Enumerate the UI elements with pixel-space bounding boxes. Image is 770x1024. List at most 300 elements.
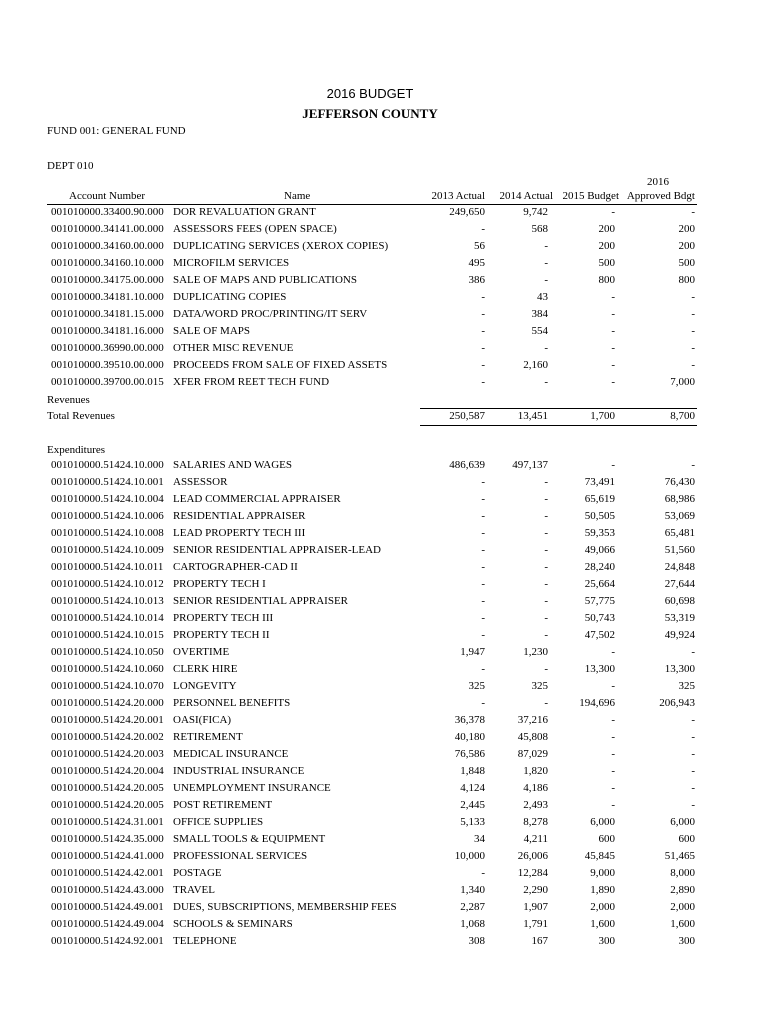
account-number-cell: 001010000.34181.16.000 [51,325,164,337]
budget-2015-cell: - [611,459,615,471]
approved-2016-cell: 200 [678,240,695,252]
budget-2015-cell: 57,775 [584,595,615,607]
approved-2016-cell: - [691,799,695,811]
budget-2015-cell: - [611,308,615,320]
actual-2014-cell: - [544,561,548,573]
table-row [47,867,697,884]
account-number-cell: 001010000.36990.00.000 [51,342,164,354]
table-row [47,680,697,697]
actual-2013-cell: 308 [468,935,485,947]
total-bottom-rule [420,425,697,426]
actual-2014-cell: - [544,663,548,675]
header-divider [47,204,697,205]
table-row [47,510,697,527]
approved-2016-cell: 8,000 [670,867,695,879]
approved-2016-cell: - [691,325,695,337]
budget-2015-cell: 1,890 [590,884,615,896]
dept-label: DEPT 010 [47,160,94,172]
budget-2015-cell: 800 [598,274,615,286]
table-row [47,257,697,274]
table-row [47,765,697,782]
budget-2015-cell: 28,240 [584,561,615,573]
header-year-2016 [600,176,696,188]
actual-2013-cell: - [481,595,485,607]
approved-2016-cell: 68,986 [664,493,695,505]
actual-2013-cell: - [481,544,485,556]
actual-2013-cell: 40,180 [454,731,485,743]
actual-2014-cell: 1,907 [523,901,548,913]
budget-2015-cell: - [611,291,615,303]
budget-2015-cell: - [611,359,615,371]
approved-2016-cell: - [691,714,695,726]
actual-2014-cell: - [544,257,548,269]
actual-2013-cell: - [481,578,485,590]
actual-2013-cell: 5,133 [460,816,485,828]
account-name-cell: OVERTIME [173,646,230,658]
revenues-section-label: Revenues [47,394,90,406]
budget-2015-cell: - [611,748,615,760]
account-number-cell: 001010000.34175.00.000 [51,274,164,286]
actual-2013-cell: - [481,510,485,522]
actual-2013-cell: 325 [468,680,485,692]
approved-2016-cell: 51,465 [664,850,695,862]
table-row [47,595,697,612]
account-number-cell: 001010000.51424.43.000 [51,884,164,896]
budget-2015-cell: - [611,731,615,743]
budget-2015-cell: 50,743 [584,612,615,624]
header-2013-actual: 2013 Actual [431,190,485,202]
approved-2016-cell: 7,000 [670,376,695,388]
actual-2013-cell: - [481,308,485,320]
actual-2014-cell: - [544,544,548,556]
approved-2016-cell: 13,300 [664,663,695,675]
actual-2013-cell: - [481,476,485,488]
budget-2015-cell: 47,502 [584,629,615,641]
actual-2014-cell: 1,230 [523,646,548,658]
total-revenues-label: Total Revenues [47,410,115,422]
account-number-cell: 001010000.51424.10.009 [51,544,164,556]
approved-2016-cell: 51,560 [664,544,695,556]
budget-2015-cell: 45,845 [584,850,615,862]
budget-2015-cell: - [611,646,615,658]
account-name-cell: SALE OF MAPS [173,325,251,337]
total-2014: 13,451 [517,410,548,422]
actual-2014-cell: 384 [531,308,548,320]
table-row [47,629,697,646]
account-name-cell: LEAD COMMERCIAL APPRAISER [173,493,341,505]
approved-2016-cell: - [691,459,695,471]
account-number-cell: 001010000.51424.10.012 [51,578,164,590]
table-row [47,799,697,816]
header-account-number: Account Number [69,190,146,202]
budget-2015-cell: 25,664 [584,578,615,590]
budget-2015-cell: - [611,325,615,337]
approved-2016-cell: - [691,359,695,371]
approved-2016-cell: - [691,782,695,794]
table-row [47,901,697,918]
account-number-cell: 001010000.34160.10.000 [51,257,164,269]
actual-2014-cell: 167 [531,935,548,947]
header-2015-budget: 2015 Budget [562,190,619,202]
expenditures-section-label: Expenditures [47,444,106,456]
actual-2013-cell: - [481,223,485,235]
account-number-cell: 001010000.51424.10.015 [51,629,164,641]
actual-2013-cell: 1,848 [460,765,485,777]
approved-2016-cell: - [691,646,695,658]
actual-2014-cell: 43 [537,291,548,303]
approved-2016-cell: 300 [678,935,695,947]
actual-2014-cell: - [544,629,548,641]
account-name-cell: OASI(FICA) [173,714,232,726]
actual-2014-cell: 37,216 [517,714,548,726]
table-row [47,206,697,223]
account-name-cell: LEAD PROPERTY TECH III [173,527,306,539]
budget-2015-cell: 50,505 [584,510,615,522]
budget-2015-cell: 300 [598,935,615,947]
total-revenues-row [47,407,697,427]
approved-2016-cell: 500 [678,257,695,269]
account-name-cell: LONGEVITY [173,680,237,692]
actual-2014-cell: 1,820 [523,765,548,777]
budget-2015-cell: - [611,342,615,354]
header-approved-bdgt: Approved Bdgt [626,190,695,202]
account-name-cell: PROPERTY TECH II [173,629,270,641]
actual-2014-cell: 26,006 [517,850,548,862]
actual-2014-cell: 8,278 [523,816,548,828]
account-number-cell: 001010000.51424.92.001 [51,935,164,947]
account-number-cell: 001010000.51424.20.005 [51,799,164,811]
table-row [47,459,697,476]
account-number-cell: 001010000.51424.10.014 [51,612,164,624]
budget-2015-cell: 500 [598,257,615,269]
account-name-cell: SMALL TOOLS & EQUIPMENT [173,833,326,845]
account-name-cell: DUPLICATING SERVICES (XEROX COPIES) [173,240,389,252]
budget-2015-cell: - [611,782,615,794]
actual-2013-cell: - [481,697,485,709]
approved-2016-cell: 65,481 [664,527,695,539]
actual-2013-cell: 34 [474,833,485,845]
account-number-cell: 001010000.51424.10.070 [51,680,164,692]
table-row [47,544,697,561]
account-name-cell: PERSONNEL BENEFITS [173,697,291,709]
budget-2015-cell: - [611,376,615,388]
table-row [47,240,697,257]
budget-2015-cell: - [611,714,615,726]
table-row [47,376,697,393]
table-row [47,714,697,731]
account-number-cell: 001010000.34141.00.000 [51,223,164,235]
approved-2016-cell: 2,000 [670,901,695,913]
actual-2014-cell: - [544,595,548,607]
actual-2014-cell: 568 [531,223,548,235]
table-row [47,935,697,952]
account-number-cell: 001010000.51424.10.004 [51,493,164,505]
actual-2013-cell: 486,639 [449,459,485,471]
actual-2014-cell: - [544,274,548,286]
account-name-cell: TELEPHONE [173,935,237,947]
actual-2013-cell: - [481,376,485,388]
actual-2013-cell: 2,445 [460,799,485,811]
account-number-cell: 001010000.51424.41.000 [51,850,164,862]
account-number-cell: 001010000.51424.20.005 [51,782,164,794]
approved-2016-cell: 200 [678,223,695,235]
actual-2014-cell: 4,186 [523,782,548,794]
actual-2014-cell: 554 [531,325,548,337]
budget-2015-cell: - [611,206,615,218]
budget-2015-cell: 2,000 [590,901,615,913]
actual-2014-cell: 2,493 [523,799,548,811]
approved-2016-cell: 206,943 [659,697,695,709]
actual-2013-cell: 249,650 [449,206,485,218]
actual-2013-cell: - [481,325,485,337]
actual-2014-cell: 12,284 [517,867,548,879]
table-row [47,493,697,510]
budget-2015-cell: 59,353 [584,527,615,539]
actual-2014-cell: 325 [531,680,548,692]
budget-2015-cell: 1,600 [590,918,615,930]
account-name-cell: CLERK HIRE [173,663,238,675]
table-row [47,308,697,325]
account-name-cell: DATA/WORD PROC/PRINTING/IT SERV [173,308,368,320]
actual-2013-cell: 386 [468,274,485,286]
approved-2016-cell: 60,698 [664,595,695,607]
account-number-cell: 001010000.51424.20.004 [51,765,164,777]
total-2015: 1,700 [590,410,615,422]
account-name-cell: OFFICE SUPPLIES [173,816,264,828]
actual-2013-cell: 1,068 [460,918,485,930]
budget-2015-cell: 6,000 [590,816,615,828]
table-row [47,646,697,663]
table-row [47,291,697,308]
account-number-cell: 001010000.39510.00.000 [51,359,164,371]
table-row [47,476,697,493]
actual-2013-cell: 36,378 [454,714,485,726]
account-name-cell: ASSESSOR [173,476,228,488]
actual-2014-cell: 87,029 [517,748,548,760]
account-number-cell: 001010000.51424.20.001 [51,714,164,726]
account-name-cell: OTHER MISC REVENUE [173,342,294,354]
revenue-rows [47,206,697,393]
approved-2016-cell: 6,000 [670,816,695,828]
expenditure-rows [47,459,697,952]
account-name-cell: RETIREMENT [173,731,243,743]
table-row [47,833,697,850]
actual-2014-cell: - [544,510,548,522]
account-name-cell: DOR REVALUATION GRANT [173,206,316,218]
account-number-cell: 001010000.39700.00.015 [51,376,164,388]
actual-2014-cell: - [544,697,548,709]
total-2013: 250,587 [449,410,485,422]
budget-2015-cell: 65,619 [584,493,615,505]
actual-2014-cell: 2,290 [523,884,548,896]
actual-2013-cell: - [481,493,485,505]
actual-2014-cell: 4,211 [523,833,548,845]
account-number-cell: 001010000.51424.31.001 [51,816,164,828]
account-name-cell: MICROFILM SERVICES [173,257,290,269]
report-title: 2016 BUDGET [326,86,414,101]
table-row [47,527,697,544]
actual-2014-cell: - [544,376,548,388]
account-name-cell: RESIDENTIAL APPRAISER [173,510,306,522]
budget-2015-cell: 49,066 [584,544,615,556]
account-number-cell: 001010000.51424.10.006 [51,510,164,522]
header-year-text: 2016 [647,176,669,188]
total-2016: 8,700 [670,410,695,422]
actual-2013-cell: 10,000 [454,850,485,862]
approved-2016-cell: - [691,206,695,218]
actual-2013-cell: - [481,612,485,624]
actual-2014-cell: - [544,476,548,488]
actual-2013-cell: - [481,867,485,879]
budget-2015-cell: - [611,765,615,777]
budget-2015-cell: - [611,680,615,692]
actual-2013-cell: - [481,527,485,539]
approved-2016-cell: 1,600 [670,918,695,930]
approved-2016-cell: 53,069 [664,510,695,522]
approved-2016-cell: - [691,731,695,743]
account-number-cell: 001010000.51424.20.002 [51,731,164,743]
account-number-cell: 001010000.33400.90.000 [51,206,164,218]
account-number-cell: 001010000.51424.49.001 [51,901,164,913]
account-number-cell: 001010000.51424.10.060 [51,663,164,675]
account-name-cell: INDUSTRIAL INSURANCE [173,765,305,777]
actual-2013-cell: 495 [468,257,485,269]
table-row [47,274,697,291]
budget-2015-cell: 13,300 [584,663,615,675]
table-row [47,918,697,935]
actual-2013-cell: 76,586 [454,748,485,760]
account-name-cell: PROFESSIONAL SERVICES [173,850,308,862]
approved-2016-cell: - [691,308,695,320]
actual-2013-cell: - [481,359,485,371]
account-number-cell: 001010000.51424.35.000 [51,833,164,845]
actual-2013-cell: 2,287 [460,901,485,913]
table-row [47,884,697,901]
approved-2016-cell: 24,848 [664,561,695,573]
account-name-cell: PROPERTY TECH I [173,578,266,590]
actual-2014-cell: 2,160 [523,359,548,371]
budget-2015-cell: 200 [598,223,615,235]
table-row [47,578,697,595]
table-row [47,325,697,342]
budget-2015-cell: 200 [598,240,615,252]
account-name-cell: PROPERTY TECH III [173,612,274,624]
actual-2013-cell: 1,947 [460,646,485,658]
table-row [47,731,697,748]
account-number-cell: 001010000.51424.20.000 [51,697,164,709]
account-name-cell: CARTOGRAPHER-CAD II [173,561,298,573]
approved-2016-cell: - [691,291,695,303]
table-row [47,561,697,578]
approved-2016-cell: 76,430 [664,476,695,488]
budget-2015-cell: 73,491 [584,476,615,488]
account-number-cell: 001010000.51424.20.003 [51,748,164,760]
account-name-cell: PROCEEDS FROM SALE OF FIXED ASSETS [173,359,388,371]
table-row [47,342,697,359]
account-number-cell: 001010000.34160.00.000 [51,240,164,252]
account-name-cell: DUPLICATING COPIES [173,291,287,303]
account-name-cell: ASSESSORS FEES (OPEN SPACE) [173,223,337,235]
account-number-cell: 001010000.51424.10.001 [51,476,164,488]
table-row [47,359,697,376]
actual-2014-cell: 497,137 [512,459,548,471]
actual-2014-cell: - [544,612,548,624]
account-name-cell: DUES, SUBSCRIPTIONS, MEMBERSHIP FEES [173,901,397,913]
account-name-cell: SENIOR RESIDENTIAL APPRAISER-LEAD [173,544,381,556]
account-number-cell: 001010000.51424.10.011 [51,561,164,573]
approved-2016-cell: - [691,748,695,760]
budget-2015-cell: 9,000 [590,867,615,879]
table-row [47,782,697,799]
approved-2016-cell: 800 [678,274,695,286]
actual-2013-cell: 1,340 [460,884,485,896]
account-name-cell: POSTAGE [173,867,222,879]
approved-2016-cell: - [691,342,695,354]
account-number-cell: 001010000.51424.42.001 [51,867,164,879]
actual-2014-cell: - [544,578,548,590]
account-name-cell: POST RETIREMENT [173,799,273,811]
approved-2016-cell: 325 [678,680,695,692]
approved-2016-cell: 600 [678,833,695,845]
account-name-cell: TRAVEL [173,884,215,896]
actual-2013-cell: - [481,342,485,354]
account-number-cell: 001010000.51424.49.004 [51,918,164,930]
table-row [47,663,697,680]
account-name-cell: SALE OF MAPS AND PUBLICATIONS [173,274,357,286]
header-2014-actual: 2014 Actual [499,190,553,202]
approved-2016-cell: - [691,765,695,777]
actual-2013-cell: 4,124 [460,782,485,794]
table-row [47,612,697,629]
approved-2016-cell: 53,319 [664,612,695,624]
account-number-cell: 001010000.34181.10.000 [51,291,164,303]
account-number-cell: 001010000.51424.10.013 [51,595,164,607]
account-name-cell: SALARIES AND WAGES [173,459,292,471]
account-number-cell: 001010000.51424.10.050 [51,646,164,658]
budget-2015-cell: - [611,799,615,811]
actual-2014-cell: 45,808 [517,731,548,743]
table-row [47,697,697,714]
actual-2013-cell: - [481,663,485,675]
table-row [47,850,697,867]
actual-2013-cell: 56 [474,240,485,252]
header-name: Name [284,190,311,202]
account-number-cell: 001010000.34181.15.000 [51,308,164,320]
actual-2014-cell: 1,791 [523,918,548,930]
actual-2014-cell: - [544,493,548,505]
budget-2015-cell: 600 [598,833,615,845]
account-name-cell: SCHOOLS & SEMINARS [173,918,293,930]
account-number-cell: 001010000.51424.10.008 [51,527,164,539]
account-name-cell: XFER FROM REET TECH FUND [173,376,330,388]
actual-2014-cell: - [544,240,548,252]
table-row [47,223,697,240]
table-row [47,748,697,765]
approved-2016-cell: 49,924 [664,629,695,641]
approved-2016-cell: 27,644 [664,578,695,590]
actual-2014-cell: - [544,527,548,539]
fund-label: FUND 001: GENERAL FUND [47,125,186,137]
actual-2014-cell: - [544,342,548,354]
account-name-cell: MEDICAL INSURANCE [173,748,289,760]
actual-2013-cell: - [481,291,485,303]
county-name: JEFFERSON COUNTY [302,106,438,121]
approved-2016-cell: 2,890 [670,884,695,896]
account-number-cell: 001010000.51424.10.000 [51,459,164,471]
column-header-row [47,190,697,205]
actual-2013-cell: - [481,629,485,641]
actual-2013-cell: - [481,561,485,573]
